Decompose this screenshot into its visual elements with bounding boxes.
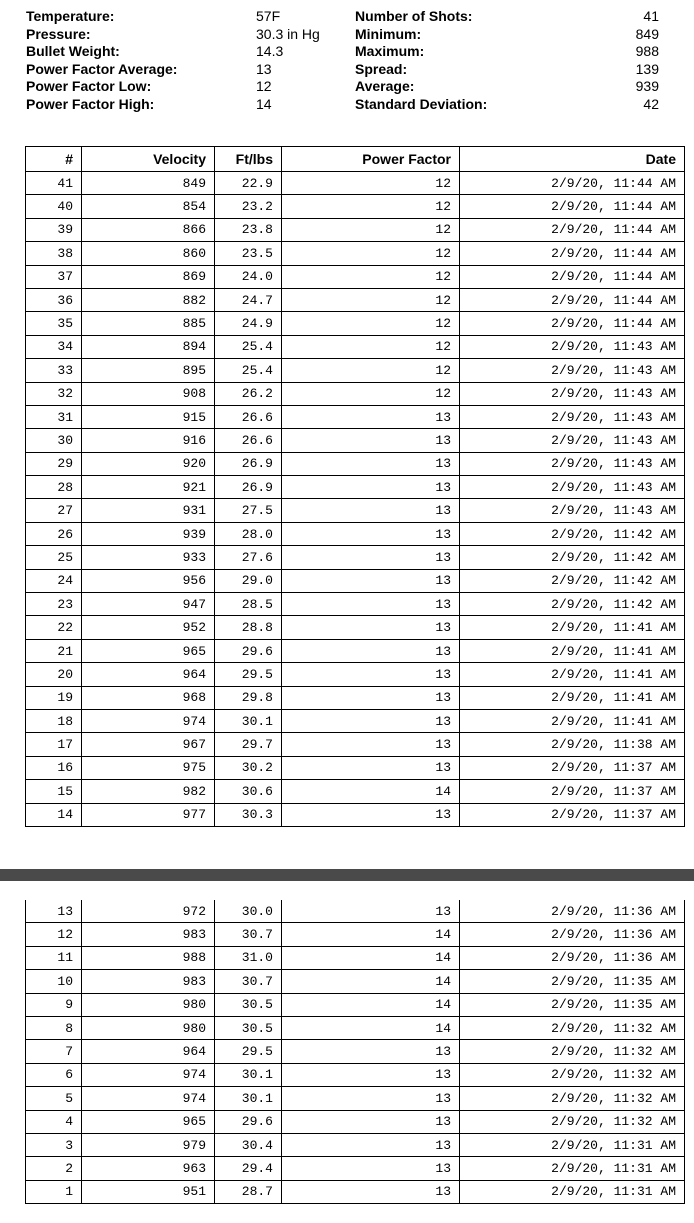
cell-date: 2/9/20, 11:32 AM xyxy=(460,1063,685,1086)
cell-number: 19 xyxy=(26,686,82,709)
pf-high-label: Power Factor High: xyxy=(26,96,155,112)
cell-number: 2 xyxy=(26,1157,82,1180)
cell-date: 2/9/20, 11:36 AM xyxy=(460,946,685,969)
cell-date: 2/9/20, 11:38 AM xyxy=(460,733,685,756)
cell-power-factor: 13 xyxy=(282,803,460,826)
cell-velocity: 866 xyxy=(82,218,215,241)
cell-velocity: 974 xyxy=(82,1087,215,1110)
cell-velocity: 869 xyxy=(82,265,215,288)
cell-date: 2/9/20, 11:44 AM xyxy=(460,172,685,195)
cell-date: 2/9/20, 11:43 AM xyxy=(460,429,685,452)
cell-power-factor: 13 xyxy=(282,1087,460,1110)
table-row xyxy=(26,218,685,241)
table-row xyxy=(26,335,685,358)
cell-velocity: 980 xyxy=(82,1016,215,1039)
cell-ftlbs: 28.5 xyxy=(215,593,282,616)
minimum-label: Minimum: xyxy=(355,25,422,42)
cell-ftlbs: 30.1 xyxy=(215,1063,282,1086)
cell-power-factor: 14 xyxy=(282,923,460,946)
cell-number: 41 xyxy=(26,172,82,195)
cell-velocity: 983 xyxy=(82,923,215,946)
cell-date: 2/9/20, 11:35 AM xyxy=(460,993,685,1016)
cell-power-factor: 14 xyxy=(282,993,460,1016)
cell-number: 15 xyxy=(26,780,82,803)
cell-power-factor: 13 xyxy=(282,569,460,592)
cell-number: 28 xyxy=(26,476,82,499)
cell-power-factor: 13 xyxy=(282,546,460,569)
cell-number: 29 xyxy=(26,452,82,475)
cell-velocity: 963 xyxy=(82,1157,215,1180)
cell-date: 2/9/20, 11:42 AM xyxy=(460,569,685,592)
cell-ftlbs: 26.2 xyxy=(215,382,282,405)
cell-ftlbs: 28.7 xyxy=(215,1180,282,1203)
pressure-value: 30.3 in Hg xyxy=(256,25,320,42)
cell-date: 2/9/20, 11:42 AM xyxy=(460,522,685,545)
cell-power-factor: 12 xyxy=(282,265,460,288)
num-shots-value: 41 xyxy=(643,8,659,24)
minimum-value: 849 xyxy=(635,25,659,42)
cell-velocity: 965 xyxy=(82,1110,215,1133)
table-row xyxy=(26,780,685,803)
cell-velocity: 920 xyxy=(82,452,215,475)
cell-velocity: 894 xyxy=(82,335,215,358)
table-row xyxy=(26,1016,685,1039)
cell-number: 11 xyxy=(26,946,82,969)
cell-number: 10 xyxy=(26,970,82,993)
header-ftlbs: Ft/lbs xyxy=(215,147,282,172)
cell-number: 36 xyxy=(26,288,82,311)
cell-date: 2/9/20, 11:31 AM xyxy=(460,1133,685,1156)
table-row xyxy=(26,546,685,569)
cell-velocity: 947 xyxy=(82,593,215,616)
std-dev-value: 42 xyxy=(643,96,659,112)
cell-date: 2/9/20, 11:43 AM xyxy=(460,405,685,428)
cell-ftlbs: 30.4 xyxy=(215,1133,282,1156)
cell-ftlbs: 30.2 xyxy=(215,756,282,779)
cell-velocity: 854 xyxy=(82,195,215,218)
table-row xyxy=(26,1040,685,1063)
page-break xyxy=(0,830,694,900)
cell-date: 2/9/20, 11:44 AM xyxy=(460,242,685,265)
cell-velocity: 968 xyxy=(82,686,215,709)
cell-date: 2/9/20, 11:43 AM xyxy=(460,499,685,522)
cell-date: 2/9/20, 11:32 AM xyxy=(460,1016,685,1039)
cell-power-factor: 13 xyxy=(282,616,460,639)
cell-date: 2/9/20, 11:44 AM xyxy=(460,265,685,288)
table-row xyxy=(26,663,685,686)
cell-power-factor: 13 xyxy=(282,1180,460,1203)
cell-ftlbs: 25.4 xyxy=(215,359,282,382)
cell-ftlbs: 24.0 xyxy=(215,265,282,288)
cell-number: 3 xyxy=(26,1133,82,1156)
cell-date: 2/9/20, 11:44 AM xyxy=(460,218,685,241)
table-header-row xyxy=(26,147,685,172)
pf-high-value: 14 xyxy=(256,96,272,112)
shots-table-page-1 xyxy=(25,146,685,827)
cell-number: 24 xyxy=(26,569,82,592)
cell-velocity: 895 xyxy=(82,359,215,382)
temperature-label: Temperature: xyxy=(26,8,115,24)
cell-velocity: 921 xyxy=(82,476,215,499)
cell-number: 8 xyxy=(26,1016,82,1039)
cell-power-factor: 13 xyxy=(282,756,460,779)
summary-row-2 xyxy=(26,26,666,44)
num-shots-label: Number of Shots: xyxy=(355,8,473,24)
cell-number: 33 xyxy=(26,359,82,382)
cell-velocity: 916 xyxy=(82,429,215,452)
table-row xyxy=(26,686,685,709)
table-row xyxy=(26,288,685,311)
cell-ftlbs: 27.6 xyxy=(215,546,282,569)
cell-date: 2/9/20, 11:37 AM xyxy=(460,780,685,803)
cell-power-factor: 12 xyxy=(282,335,460,358)
cell-velocity: 931 xyxy=(82,499,215,522)
cell-power-factor: 13 xyxy=(282,900,460,923)
table-row xyxy=(26,756,685,779)
cell-number: 26 xyxy=(26,522,82,545)
pressure-label: Pressure: xyxy=(26,25,91,42)
cell-ftlbs: 30.6 xyxy=(215,780,282,803)
cell-date: 2/9/20, 11:44 AM xyxy=(460,195,685,218)
cell-date: 2/9/20, 11:44 AM xyxy=(460,288,685,311)
cell-number: 4 xyxy=(26,1110,82,1133)
cell-date: 2/9/20, 11:35 AM xyxy=(460,970,685,993)
cell-ftlbs: 30.1 xyxy=(215,1087,282,1110)
cell-date: 2/9/20, 11:36 AM xyxy=(460,923,685,946)
cell-ftlbs: 29.5 xyxy=(215,1040,282,1063)
cell-ftlbs: 29.6 xyxy=(215,1110,282,1133)
cell-power-factor: 14 xyxy=(282,946,460,969)
cell-date: 2/9/20, 11:42 AM xyxy=(460,546,685,569)
cell-date: 2/9/20, 11:43 AM xyxy=(460,452,685,475)
table-row xyxy=(26,946,685,969)
cell-ftlbs: 29.8 xyxy=(215,686,282,709)
table-row xyxy=(26,476,685,499)
cell-velocity: 974 xyxy=(82,1063,215,1086)
cell-velocity: 964 xyxy=(82,1040,215,1063)
cell-power-factor: 13 xyxy=(282,499,460,522)
cell-number: 31 xyxy=(26,405,82,428)
cell-number: 30 xyxy=(26,429,82,452)
pf-low-label: Power Factor Low: xyxy=(26,78,152,95)
cell-power-factor: 13 xyxy=(282,429,460,452)
cell-power-factor: 12 xyxy=(282,218,460,241)
header-power-factor: Power Factor xyxy=(282,147,460,172)
cell-number: 9 xyxy=(26,993,82,1016)
cell-power-factor: 13 xyxy=(282,686,460,709)
cell-number: 1 xyxy=(26,1180,82,1203)
cell-power-factor: 14 xyxy=(282,780,460,803)
cell-number: 21 xyxy=(26,639,82,662)
cell-power-factor: 12 xyxy=(282,195,460,218)
table-row xyxy=(26,452,685,475)
cell-velocity: 972 xyxy=(82,900,215,923)
table-row xyxy=(26,359,685,382)
cell-ftlbs: 26.6 xyxy=(215,429,282,452)
cell-number: 13 xyxy=(26,900,82,923)
cell-number: 27 xyxy=(26,499,82,522)
cell-velocity: 939 xyxy=(82,522,215,545)
table-row xyxy=(26,405,685,428)
table-row xyxy=(26,172,685,195)
cell-number: 6 xyxy=(26,1063,82,1086)
table-row xyxy=(26,1157,685,1180)
cell-number: 20 xyxy=(26,663,82,686)
cell-power-factor: 13 xyxy=(282,1040,460,1063)
cell-power-factor: 12 xyxy=(282,312,460,335)
shots-table-page-2 xyxy=(25,900,685,1204)
cell-ftlbs: 26.9 xyxy=(215,452,282,475)
spread-label: Spread: xyxy=(355,60,408,77)
temperature-value: 57F xyxy=(256,8,281,24)
maximum-value: 988 xyxy=(635,43,659,60)
cell-date: 2/9/20, 11:42 AM xyxy=(460,593,685,616)
cell-ftlbs: 27.5 xyxy=(215,499,282,522)
average-value: 939 xyxy=(635,78,659,95)
cell-velocity: 964 xyxy=(82,663,215,686)
cell-power-factor: 14 xyxy=(282,1016,460,1039)
summary-row-4 xyxy=(26,61,666,79)
cell-date: 2/9/20, 11:41 AM xyxy=(460,663,685,686)
cell-power-factor: 13 xyxy=(282,1133,460,1156)
maximum-label: Maximum: xyxy=(355,43,425,60)
table-row xyxy=(26,709,685,732)
cell-power-factor: 13 xyxy=(282,452,460,475)
cell-number: 35 xyxy=(26,312,82,335)
cell-velocity: 885 xyxy=(82,312,215,335)
table-row xyxy=(26,1063,685,1086)
cell-ftlbs: 24.9 xyxy=(215,312,282,335)
pf-low-value: 12 xyxy=(256,78,272,95)
cell-velocity: 915 xyxy=(82,405,215,428)
table-row xyxy=(26,265,685,288)
cell-ftlbs: 29.5 xyxy=(215,663,282,686)
cell-ftlbs: 28.8 xyxy=(215,616,282,639)
cell-velocity: 977 xyxy=(82,803,215,826)
cell-date: 2/9/20, 11:43 AM xyxy=(460,335,685,358)
cell-ftlbs: 23.5 xyxy=(215,242,282,265)
table-row xyxy=(26,923,685,946)
cell-number: 34 xyxy=(26,335,82,358)
summary-row-6 xyxy=(26,96,666,114)
cell-ftlbs: 29.4 xyxy=(215,1157,282,1180)
cell-power-factor: 12 xyxy=(282,359,460,382)
cell-date: 2/9/20, 11:32 AM xyxy=(460,1087,685,1110)
table-row xyxy=(26,1087,685,1110)
cell-velocity: 849 xyxy=(82,172,215,195)
cell-ftlbs: 30.7 xyxy=(215,923,282,946)
cell-ftlbs: 24.7 xyxy=(215,288,282,311)
table-row xyxy=(26,312,685,335)
cell-power-factor: 13 xyxy=(282,639,460,662)
cell-power-factor: 13 xyxy=(282,733,460,756)
header-date: Date xyxy=(460,147,685,172)
cell-date: 2/9/20, 11:31 AM xyxy=(460,1157,685,1180)
cell-velocity: 967 xyxy=(82,733,215,756)
spread-value: 139 xyxy=(635,60,659,77)
cell-number: 40 xyxy=(26,195,82,218)
cell-number: 5 xyxy=(26,1087,82,1110)
cell-ftlbs: 30.7 xyxy=(215,970,282,993)
cell-power-factor: 12 xyxy=(282,382,460,405)
cell-date: 2/9/20, 11:43 AM xyxy=(460,476,685,499)
table-row xyxy=(26,970,685,993)
cell-ftlbs: 23.2 xyxy=(215,195,282,218)
table-row xyxy=(26,733,685,756)
cell-power-factor: 13 xyxy=(282,709,460,732)
cell-number: 18 xyxy=(26,709,82,732)
cell-date: 2/9/20, 11:36 AM xyxy=(460,900,685,923)
cell-ftlbs: 30.5 xyxy=(215,993,282,1016)
cell-power-factor: 12 xyxy=(282,172,460,195)
table-row xyxy=(26,1133,685,1156)
pf-average-label: Power Factor Average: xyxy=(26,60,178,77)
cell-velocity: 882 xyxy=(82,288,215,311)
cell-velocity: 979 xyxy=(82,1133,215,1156)
cell-number: 7 xyxy=(26,1040,82,1063)
cell-ftlbs: 30.3 xyxy=(215,803,282,826)
cell-number: 32 xyxy=(26,382,82,405)
table-row xyxy=(26,242,685,265)
table-row xyxy=(26,900,685,923)
cell-velocity: 983 xyxy=(82,970,215,993)
cell-date: 2/9/20, 11:43 AM xyxy=(460,382,685,405)
table-row xyxy=(26,195,685,218)
summary-panel xyxy=(26,8,666,114)
cell-number: 39 xyxy=(26,218,82,241)
table-row xyxy=(26,569,685,592)
cell-date: 2/9/20, 11:41 AM xyxy=(460,709,685,732)
cell-velocity: 988 xyxy=(82,946,215,969)
cell-velocity: 933 xyxy=(82,546,215,569)
cell-ftlbs: 28.0 xyxy=(215,522,282,545)
cell-ftlbs: 30.5 xyxy=(215,1016,282,1039)
cell-velocity: 965 xyxy=(82,639,215,662)
pf-average-value: 13 xyxy=(256,60,272,77)
cell-date: 2/9/20, 11:44 AM xyxy=(460,312,685,335)
cell-number: 22 xyxy=(26,616,82,639)
cell-power-factor: 13 xyxy=(282,593,460,616)
cell-velocity: 982 xyxy=(82,780,215,803)
cell-power-factor: 12 xyxy=(282,242,460,265)
cell-date: 2/9/20, 11:37 AM xyxy=(460,803,685,826)
cell-number: 23 xyxy=(26,593,82,616)
std-dev-label: Standard Deviation: xyxy=(355,96,488,112)
table-row xyxy=(26,1180,685,1203)
cell-date: 2/9/20, 11:41 AM xyxy=(460,686,685,709)
cell-power-factor: 13 xyxy=(282,405,460,428)
cell-date: 2/9/20, 11:32 AM xyxy=(460,1110,685,1133)
cell-ftlbs: 29.6 xyxy=(215,639,282,662)
cell-ftlbs: 29.7 xyxy=(215,733,282,756)
cell-power-factor: 13 xyxy=(282,1063,460,1086)
cell-ftlbs: 30.0 xyxy=(215,900,282,923)
cell-power-factor: 13 xyxy=(282,1110,460,1133)
average-label: Average: xyxy=(355,78,415,95)
table-body-page-1 xyxy=(26,172,685,827)
cell-ftlbs: 23.8 xyxy=(215,218,282,241)
cell-date: 2/9/20, 11:37 AM xyxy=(460,756,685,779)
cell-power-factor: 14 xyxy=(282,970,460,993)
cell-ftlbs: 26.9 xyxy=(215,476,282,499)
table-row xyxy=(26,993,685,1016)
cell-date: 2/9/20, 11:31 AM xyxy=(460,1180,685,1203)
cell-date: 2/9/20, 11:41 AM xyxy=(460,639,685,662)
cell-velocity: 956 xyxy=(82,569,215,592)
cell-number: 25 xyxy=(26,546,82,569)
cell-number: 12 xyxy=(26,923,82,946)
table-row xyxy=(26,522,685,545)
summary-row-5 xyxy=(26,78,666,96)
cell-number: 17 xyxy=(26,733,82,756)
cell-power-factor: 13 xyxy=(282,663,460,686)
bullet-weight-label: Bullet Weight: xyxy=(26,43,120,60)
summary-row-1 xyxy=(26,8,666,26)
cell-date: 2/9/20, 11:41 AM xyxy=(460,616,685,639)
cell-ftlbs: 31.0 xyxy=(215,946,282,969)
cell-ftlbs: 29.0 xyxy=(215,569,282,592)
header-velocity: Velocity xyxy=(82,147,215,172)
cell-power-factor: 13 xyxy=(282,476,460,499)
cell-velocity: 980 xyxy=(82,993,215,1016)
cell-velocity: 908 xyxy=(82,382,215,405)
header-number: # xyxy=(26,147,82,172)
bullet-weight-value: 14.3 xyxy=(256,43,284,60)
cell-date: 2/9/20, 11:43 AM xyxy=(460,359,685,382)
cell-number: 16 xyxy=(26,756,82,779)
table-row xyxy=(26,803,685,826)
cell-power-factor: 13 xyxy=(282,1157,460,1180)
table-row xyxy=(26,429,685,452)
cell-date: 2/9/20, 11:32 AM xyxy=(460,1040,685,1063)
cell-velocity: 860 xyxy=(82,242,215,265)
cell-ftlbs: 30.1 xyxy=(215,709,282,732)
summary-row-3 xyxy=(26,43,666,61)
cell-ftlbs: 22.9 xyxy=(215,172,282,195)
table-row xyxy=(26,639,685,662)
table-row xyxy=(26,499,685,522)
cell-velocity: 952 xyxy=(82,616,215,639)
table-row xyxy=(26,1110,685,1133)
cell-number: 37 xyxy=(26,265,82,288)
table-row xyxy=(26,616,685,639)
cell-velocity: 975 xyxy=(82,756,215,779)
cell-ftlbs: 26.6 xyxy=(215,405,282,428)
page-separator xyxy=(0,869,694,881)
cell-ftlbs: 25.4 xyxy=(215,335,282,358)
cell-number: 38 xyxy=(26,242,82,265)
cell-power-factor: 13 xyxy=(282,522,460,545)
cell-velocity: 951 xyxy=(82,1180,215,1203)
cell-power-factor: 12 xyxy=(282,288,460,311)
cell-velocity: 974 xyxy=(82,709,215,732)
cell-number: 14 xyxy=(26,803,82,826)
table-row xyxy=(26,593,685,616)
table-body-page-2 xyxy=(26,900,685,1204)
table-row xyxy=(26,382,685,405)
